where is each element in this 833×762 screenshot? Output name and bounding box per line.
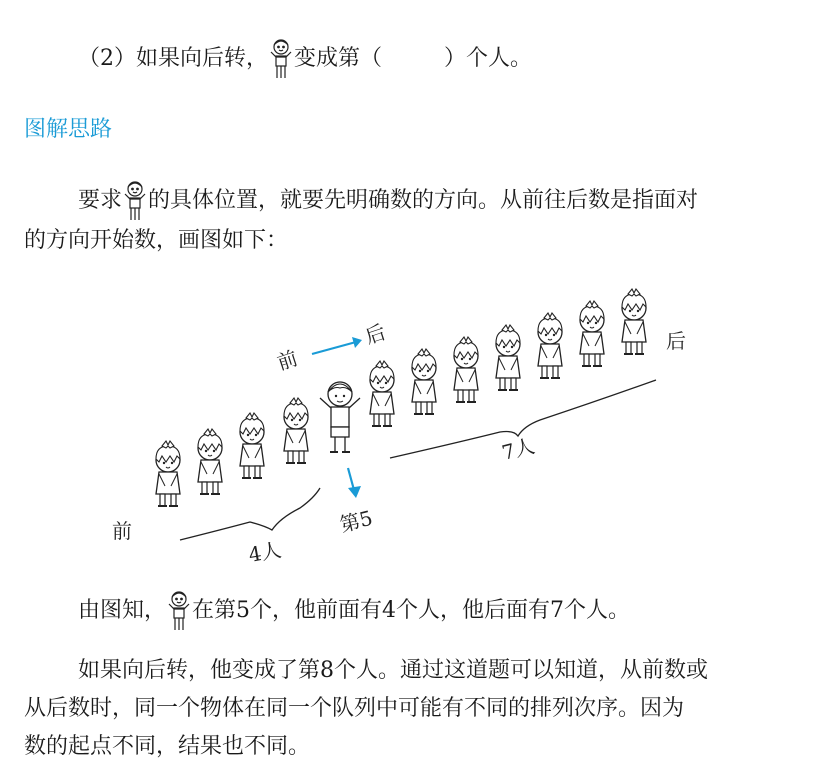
position-arrow <box>348 468 354 490</box>
girl-figure <box>370 361 394 426</box>
boy-icon <box>122 180 148 222</box>
label-back-top: 后 <box>362 319 389 349</box>
para3-line3: 数的起点不同，结果也不同。 <box>24 734 311 759</box>
label-position: 第5 <box>337 505 375 537</box>
boy-icon <box>166 590 192 632</box>
girl-figure <box>496 325 520 390</box>
direction-arrow <box>312 342 356 354</box>
brace-front <box>180 488 320 540</box>
girl-figure <box>622 289 646 354</box>
question-suffix: ）个人。 <box>444 46 533 71</box>
direction-arrow-head <box>352 337 362 348</box>
label-count-after: 7人 <box>499 433 537 465</box>
para2-line <box>78 590 630 632</box>
label-back-right: 后 <box>666 329 686 353</box>
girl-figure <box>240 413 264 478</box>
section-title: 图解思路 <box>24 117 113 142</box>
position-arrow-head <box>348 486 361 498</box>
boy-icon <box>268 38 294 80</box>
girl-figure <box>198 429 222 494</box>
girl-figure <box>156 441 180 506</box>
para3-line1: 如果向后转，他变成了第8个人。通过这道题可以知道，从前数或 <box>78 658 708 683</box>
girl-figure <box>538 313 562 378</box>
girl-figure <box>580 301 604 366</box>
girl-figure <box>454 337 478 402</box>
para2-text-a: 由图知， <box>78 598 167 623</box>
para2-text-b: 在第5个，他前面有4个人，他后面有7个人。 <box>192 598 631 623</box>
question-prefix: （2）如果向后转， <box>78 46 268 71</box>
label-front-top: 前 <box>274 345 301 375</box>
para1-text-a: 要求 <box>78 188 123 213</box>
para1-line1 <box>78 180 698 222</box>
label-front-left: 前 <box>112 519 132 543</box>
label-count-before: 4人 <box>246 537 284 567</box>
boy-figure <box>320 382 360 452</box>
question-middle: 变成第（ <box>294 46 383 71</box>
queue-figure <box>100 282 720 572</box>
para1-line2: 的方向开始数，画图如下： <box>24 228 289 253</box>
girl-figure <box>284 398 308 463</box>
girl-figure <box>412 349 436 414</box>
question-line <box>78 38 532 80</box>
para1-text-b: 的具体位置，就要先明确数的方向。从前往后数是指面对 <box>148 188 699 213</box>
para3-line2: 从后数时，同一个物体在同一个队列中可能有不同的排列次序。因为 <box>24 696 685 721</box>
